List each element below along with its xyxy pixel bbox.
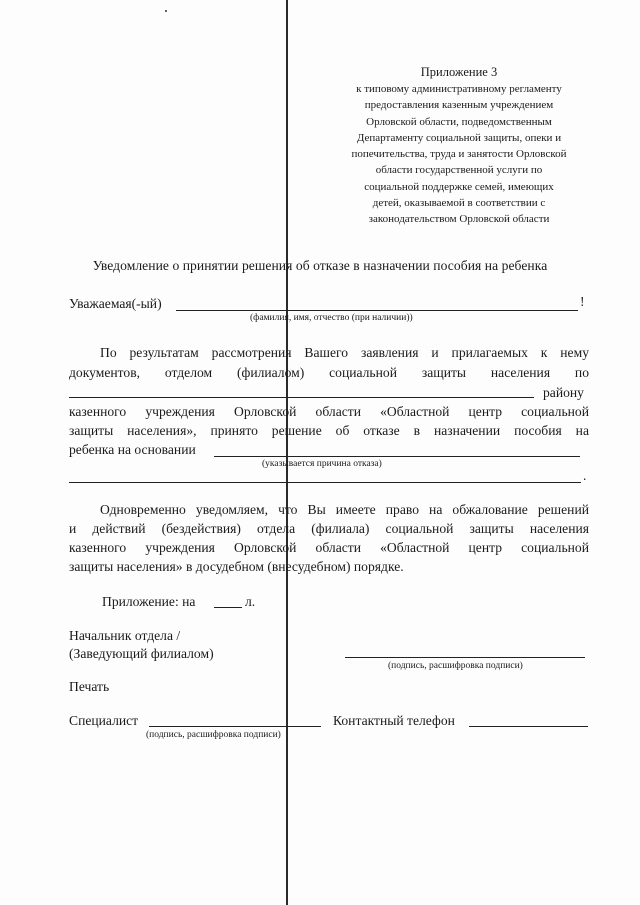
recipient-name-caption: (фамилия, имя, отчество (при наличии)) [250,313,413,323]
greeting-label: Уважаемая(-ый) [69,296,162,311]
notice-title: Уведомление о принятии решения об отказе в назначении пособия на ребенка [92,258,548,273]
scan-speck [165,10,167,12]
head-signature-caption: (подпись, расшифровка подписи) [388,661,523,671]
appendix-title: Приложение 3 [420,65,498,79]
paragraph1-line5: защиты населения», принято решение об отказе в назначении пособия на [69,423,589,438]
reason-field [214,456,580,457]
specialist-label: Специалист [69,713,139,728]
specialist-signature-field [149,726,321,727]
seal-label: Печать [69,679,110,694]
paragraph2-line3: казенного учреждения Орловской области «Областной центр социальной [69,540,589,555]
district-field [69,397,534,398]
paragraph2-line1: Одновременно уведомляем, что Вы имеете право на обжалование решений [100,502,589,517]
recipient-name-field [176,310,578,311]
paragraph1-line4: казенного учреждения Орловской области «Областной центр социальной [69,404,589,419]
appendix-line: детей, оказываемой в соответствии с [372,197,546,210]
paragraph2-line2: и действий (бездействия) отдела (филиала) социальной защиты населения [69,521,589,536]
paragraph1-line2: документов, отделом (филиалом) социальной защиты населения по [69,365,589,380]
appendix-line: социальной поддержке семей, имеющих [364,180,554,193]
appendix-line: предоставления казенным учреждением [364,99,554,112]
scan-artifact-line [286,0,288,905]
phone-label: Контактный телефон [333,713,455,728]
appendix-line: к типовому административному регламенту [356,83,562,95]
appendix-line: законодательством Орловской области [368,213,550,226]
attachment-unit: л. [245,594,256,609]
appendix-header [318,64,600,228]
appendix-line: области государственной услуги по [375,164,543,177]
attachment-pages-field [214,607,242,608]
reason-field-continued [69,482,581,483]
greeting-exclamation: ! [580,294,585,309]
attachment-label: Приложение: на [102,594,196,609]
paragraph1-period: . [583,468,587,483]
specialist-signature-caption: (подпись, расшифровка подписи) [146,730,281,740]
paragraph1-line6: ребенка на основании [69,442,196,457]
head-title-line1: Начальник отдела / [69,628,181,643]
head-signature-field [345,657,585,658]
paragraph1-line1: По результатам рассмотрения Вашего заявления и прилагаемых к нему [100,345,589,360]
appendix-line: Орловской области, подведомственным [366,115,552,128]
paragraph2-line4: защиты населения» в досудебном (внесудебном) порядке. [69,559,404,574]
paragraph1-district-word: району [543,385,584,400]
appendix-line: попечительства, труда и занятости Орловской [351,148,567,161]
phone-field [469,726,588,727]
appendix-line: Департаменту социальной защиты, опеки и [356,131,562,144]
reason-caption: (указывается причина отказа) [262,459,382,469]
head-title-line2: (Заведующий филиалом) [69,646,214,661]
